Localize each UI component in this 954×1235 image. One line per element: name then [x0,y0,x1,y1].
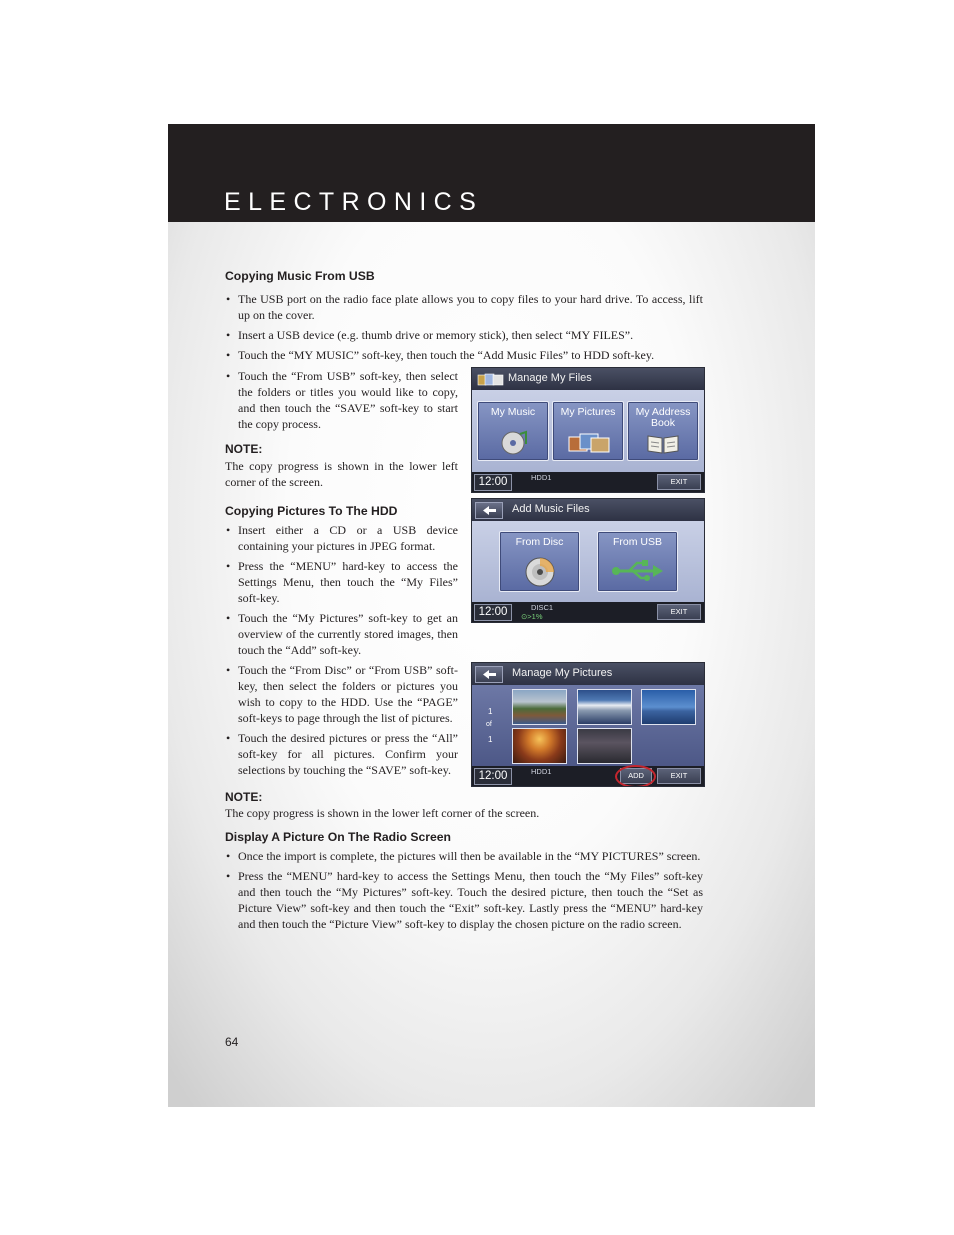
usb-bullet-list-2 [225,368,458,436]
list-item: • Insert either a CD or a USB device containing your pictures in JPEG format. [225,522,458,554]
tile-label: My Address Book [635,406,691,429]
page-total: 1 [488,735,493,744]
list-item: • Once the import is complete, the pictures will then be available in the “MY PICTURES” screen. [225,848,703,864]
screen-footer [472,472,704,492]
back-button[interactable] [475,502,503,519]
my-address-book-button[interactable] [627,401,699,461]
screen-body [472,521,704,602]
screen-add-music-files [471,498,705,623]
heading-display-picture: Display A Picture On The Radio Screen [225,830,451,844]
note-label: NOTE: [225,442,263,456]
screen-title: Add Music Files [512,503,590,515]
list-item: • Insert a USB device (e.g. thumb drive or memory stick), then select “MY FILES”. [225,327,703,343]
list-item: • Touch the desired pictures or press the “All” soft-key for all pictures. Confirm your selections by touching the “SAVE” soft-key. [225,730,458,778]
from-disc-button[interactable] [499,531,580,592]
clock: 12:00 [474,604,512,621]
list-item: • Touch the “From Disc” or “From USB” soft-key, then select the folders or pictures you wish to copy to the HDD. Use the “PAGE” soft-keys to page through the list of pictures. [225,662,458,726]
heading-copying-music: Copying Music From USB [225,269,375,283]
screen-manage-my-files [471,367,705,493]
display-bullet-list [225,848,703,936]
back-button[interactable] [475,666,503,683]
tile-label: From Disc [515,536,564,548]
screen-footer [472,766,704,786]
from-usb-button[interactable] [597,531,678,592]
source-label: HDD1 [531,473,552,482]
page-title: ELECTRONICS [224,188,484,216]
heading-copying-pictures: Copying Pictures To The HDD [225,504,398,518]
pictures-stack-icon [567,432,611,456]
disc-icon [524,556,556,588]
note-label: NOTE: [225,790,263,804]
music-disc-icon [500,430,528,456]
note-text: The copy progress is shown in the lower left corner of the screen. [225,459,458,489]
tile-label: My Pictures [560,406,616,418]
screen-title: Manage My Pictures [512,667,613,679]
progress-icon: ⊙> [521,612,532,621]
screen-title-bar [472,368,704,390]
page-number: 64 [225,1035,239,1049]
source-label: DISC1 [531,603,554,612]
back-arrow-icon [476,503,502,518]
picture-thumbnail[interactable] [512,689,567,725]
list-item: • Touch the “My Pictures” soft-key to get an overview of the currently stored images, then touch the “Add” soft-key. [225,610,458,658]
clock: 12:00 [474,768,512,785]
tile-label: My Music [490,406,536,418]
address-book-icon [646,433,680,455]
screen-manage-my-pictures [471,662,705,787]
add-highlight-circle [615,765,656,787]
picture-thumbnail[interactable] [512,728,567,764]
picture-thumbnail[interactable] [641,689,696,725]
screen-title-bar [472,663,704,685]
exit-button[interactable]: EXIT [657,768,701,784]
list-item: • Touch the “From USB” soft-key, then select the folders or titles you would like to copy, and then touch the “SAVE” soft-key to start the copy process. [225,368,458,432]
exit-button[interactable]: EXIT [657,604,701,620]
screen-body [472,390,704,472]
copy-progress: ⊙>1% [521,612,543,621]
page-current: 1 [488,707,493,716]
source-label: HDD1 [531,767,552,776]
screen-title-bar [472,499,704,521]
picture-thumbnail[interactable] [577,728,632,764]
back-arrow-icon [476,667,502,682]
clock: 12:00 [474,474,512,491]
exit-button[interactable]: EXIT [657,474,701,490]
note-text: The copy progress is shown in the lower left corner of the screen. [225,806,540,820]
picture-thumbnail[interactable] [577,689,632,725]
list-item: • Touch the “MY MUSIC” soft-key, then touch the “Add Music Files” to HDD soft-key. [225,347,703,363]
add-button[interactable]: ADD [620,768,652,784]
screen-title: Manage My Files [508,372,592,384]
list-item: • The USB port on the radio face plate allows you to copy files to your hard drive. To access, lift up on the cover. [225,291,703,323]
tile-label: From USB [612,536,662,548]
list-item: • Press the “MENU” hard-key to access the Settings Menu, then touch the “My Files” soft-key and then touch the “My Pictures” soft-key. Touch the desired picture, then touch the “Set as Picture View” soft-key and then touch the “Exit” soft-key. Lastly press the “MENU” hard-key and then touch the “Picture View” soft-key to display the chosen picture on the radio screen. [225,868,703,932]
usb-icon [611,559,665,583]
files-icon [477,372,505,386]
section-header [168,124,815,222]
list-item: • Press the “MENU” hard-key to access the Settings Menu, then touch the “My Files” soft-key. [225,558,458,606]
screen-footer [472,602,704,622]
usb-bullet-list [225,291,703,367]
pictures-bullet-list [225,522,458,782]
my-pictures-button[interactable] [552,401,624,461]
my-music-button[interactable] [477,401,549,461]
screen-body [472,685,704,766]
page-of: of [486,721,492,728]
